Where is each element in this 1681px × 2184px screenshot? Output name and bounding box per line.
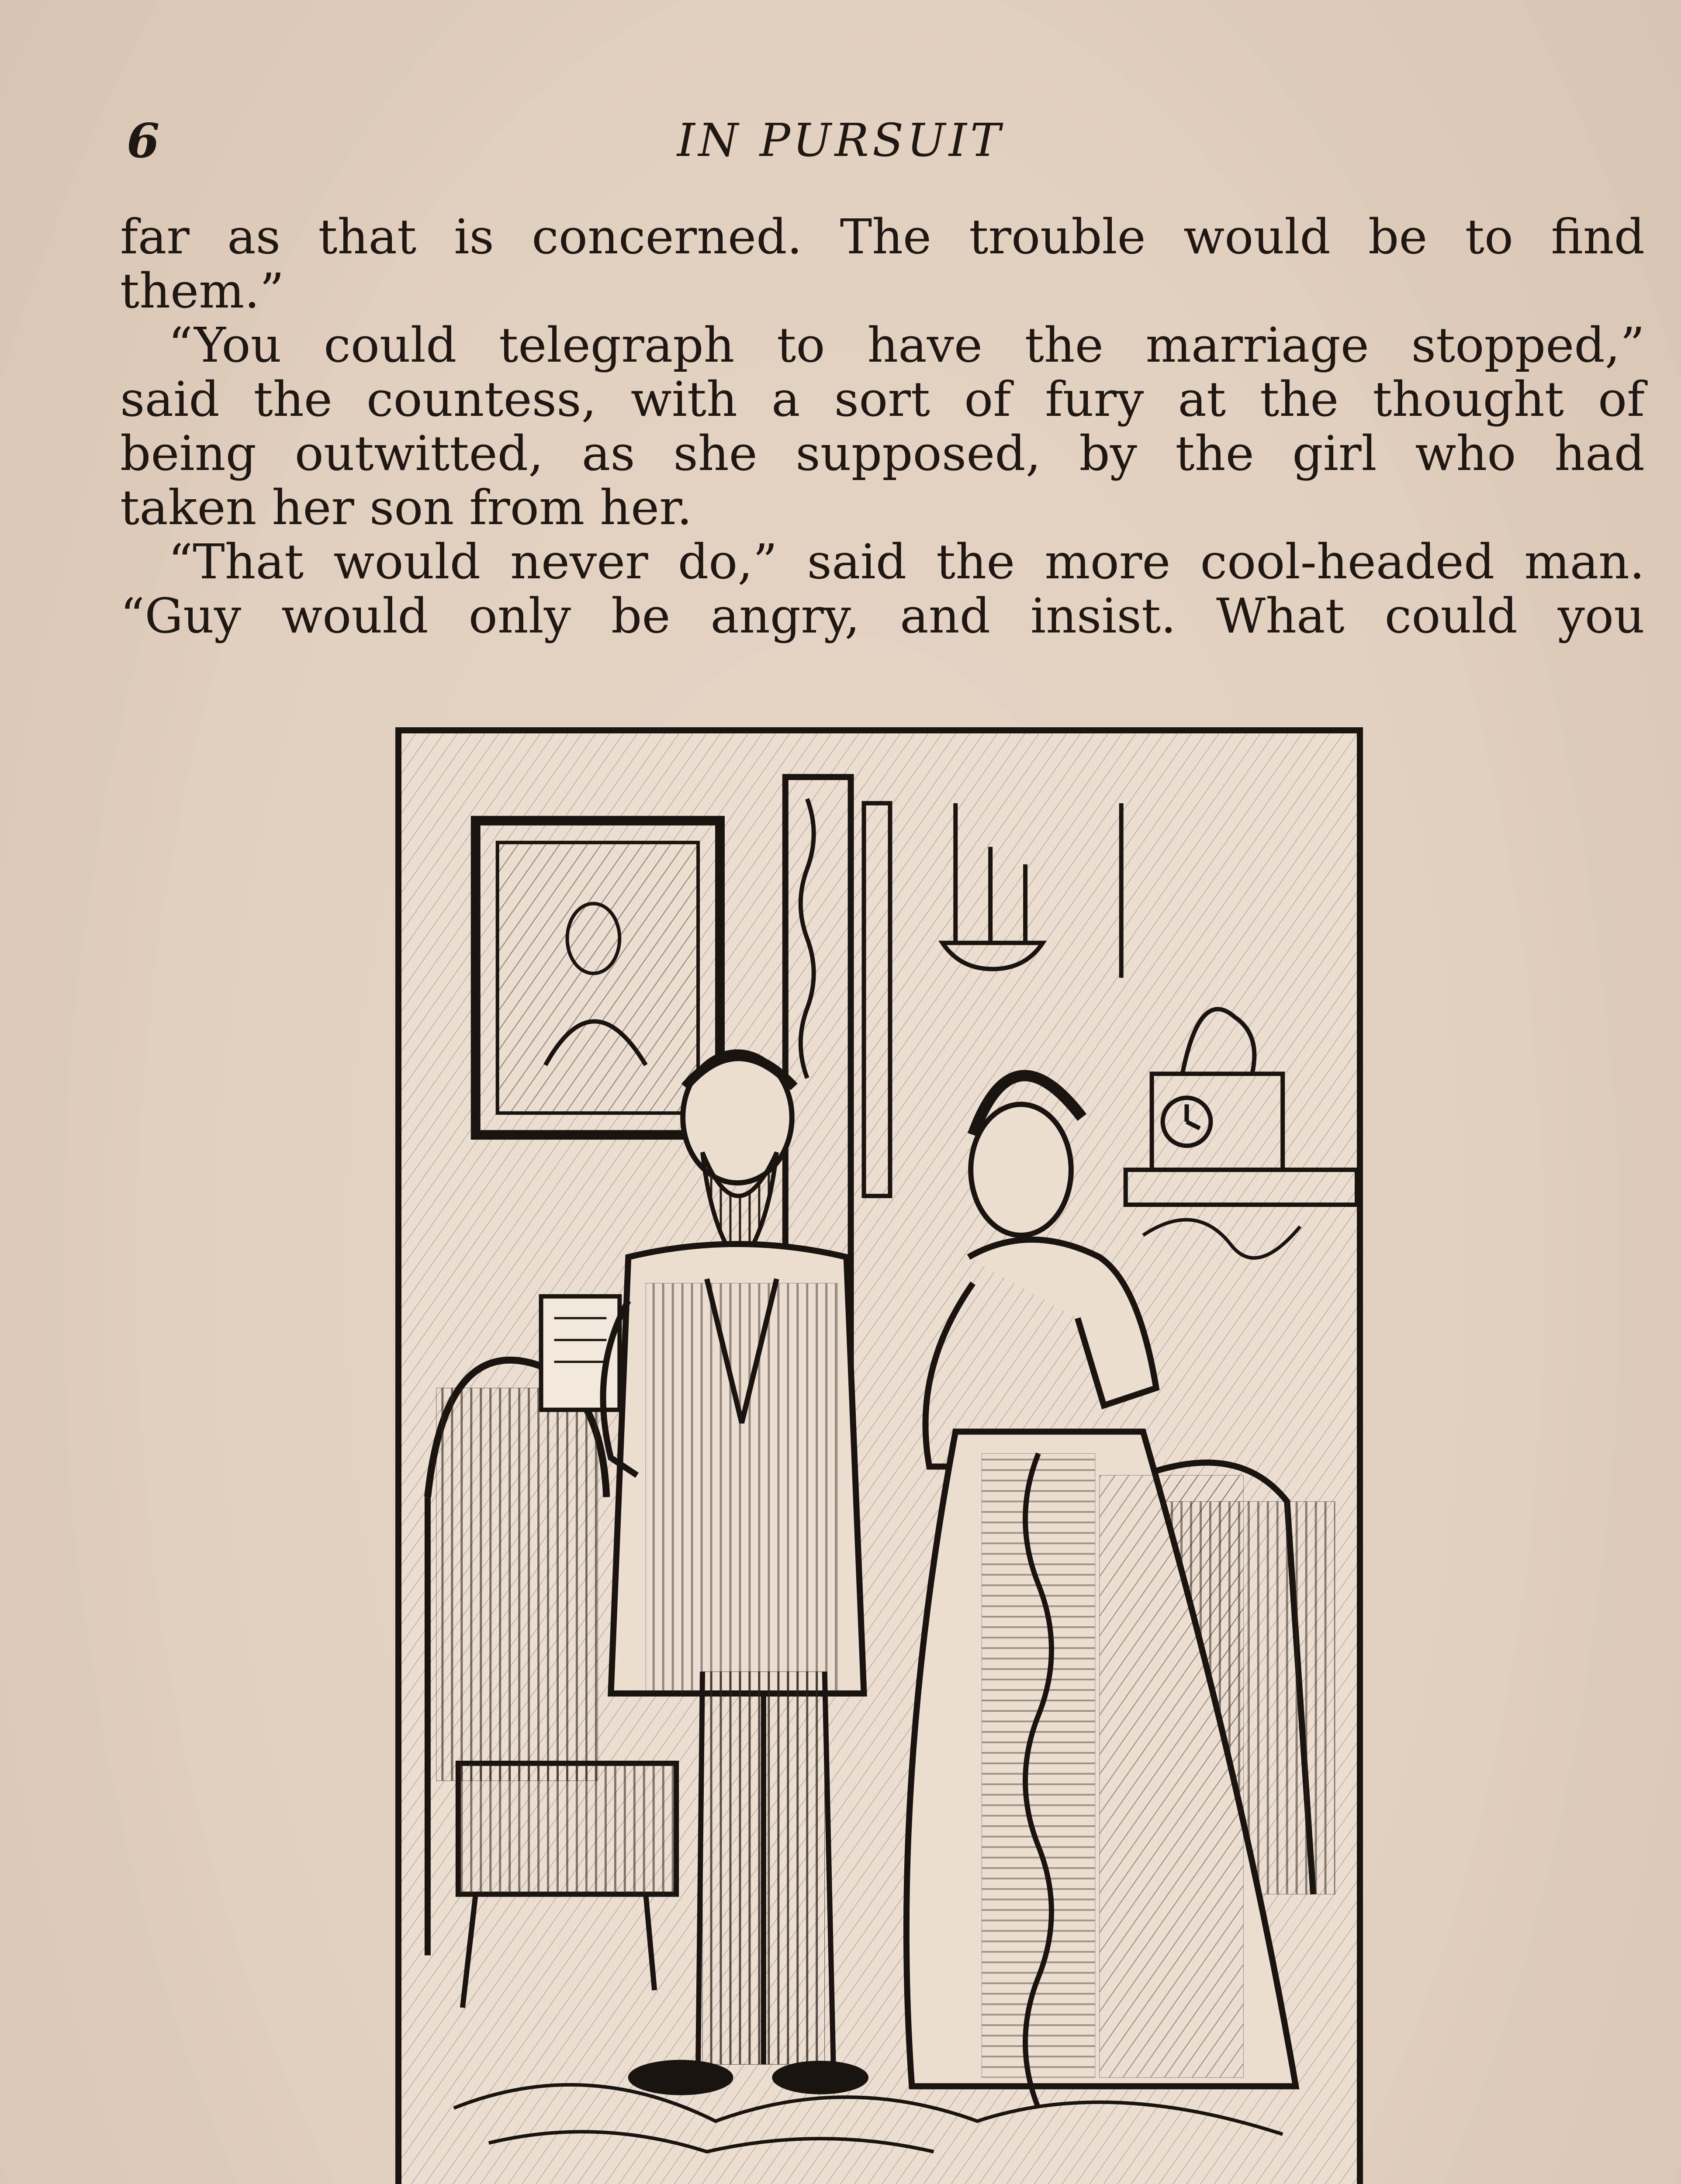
engraving-illustration bbox=[395, 727, 1363, 2184]
wall-portrait bbox=[476, 821, 720, 1135]
text-line: them.” bbox=[120, 263, 284, 319]
illustration-drawing bbox=[401, 733, 1357, 2184]
text-line: taken her son from her. bbox=[120, 480, 692, 536]
text-line: far as that is concerned. The trouble would be to find bbox=[120, 209, 1645, 265]
text-line: “You could telegraph to have the marriage stopped,” bbox=[168, 317, 1645, 373]
page-number: 6 bbox=[127, 114, 160, 169]
body-text-top bbox=[120, 210, 1645, 643]
running-head bbox=[0, 105, 1681, 169]
text-line: being outwitted, as she supposed, by the girl who had bbox=[120, 425, 1645, 481]
text-line: “That would never do,” said the more cool-headed man. bbox=[168, 534, 1645, 590]
running-title: IN PURSUIT bbox=[677, 114, 1004, 167]
text-line: said the countess, with a sort of fury at the thought of bbox=[120, 371, 1645, 427]
text-line: “Guy would only be angry, and insist. What could you bbox=[120, 588, 1645, 644]
